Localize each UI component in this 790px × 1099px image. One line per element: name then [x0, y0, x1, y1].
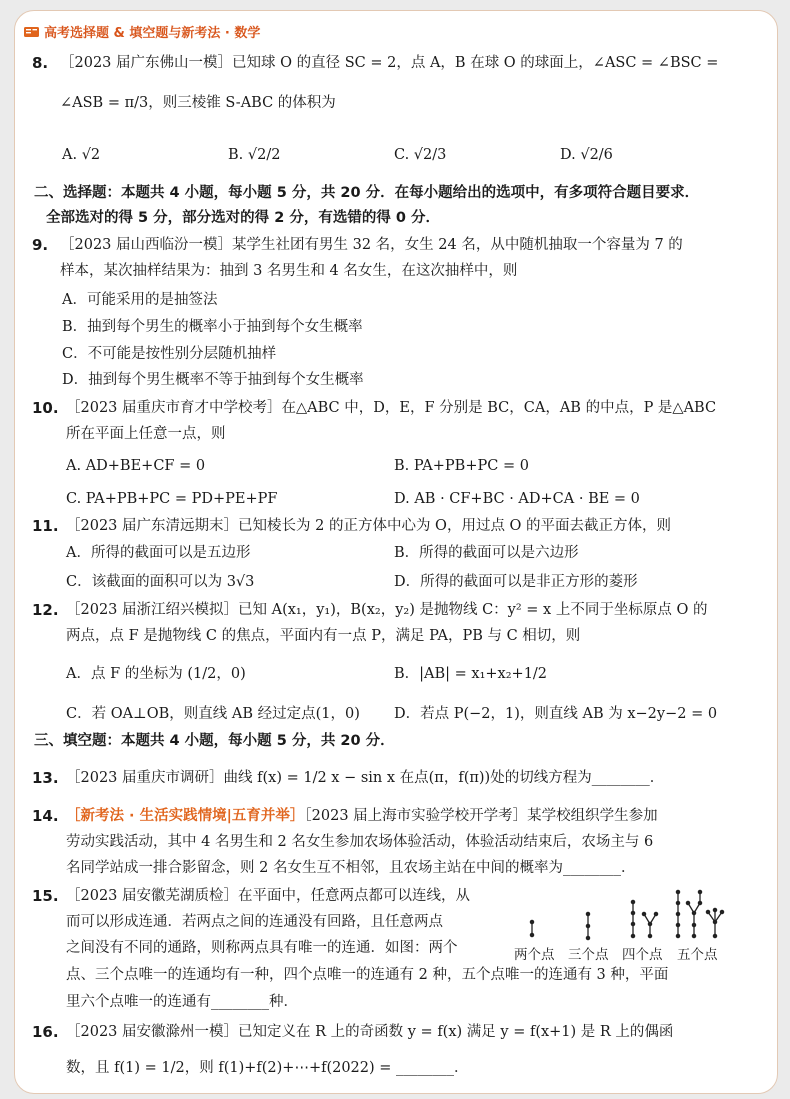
q9-option-a: A．可能采用的是抽签法 — [62, 292, 218, 308]
q16-stem-line2: 数，且 f(1) = 1/2，则 f(1)+f(2)+⋯+f(2022) = ________． — [66, 1060, 469, 1076]
q14-stem-text: ［2023 届上海市实验学校开学考］某学校组织学生参加 — [304, 808, 658, 824]
q8-option-c: C. √2/3 — [394, 147, 447, 163]
q16-stem-line1: ［2023 届安徽滁州一模］已知定义在 R 上的奇函数 y = f(x) 满足 y = f(x+1) 是 R 上的偶函 — [66, 1024, 674, 1040]
q12-stem-line2: 两点，点 F 是抛物线 C 的焦点，平面内有一点 P，满足 PA，PB 与 C 相切，则 — [66, 628, 581, 644]
q8-option-b: B. √2/2 — [228, 147, 281, 163]
fig-label-two: 两个点 — [514, 947, 555, 963]
q10-stem-line1: ［2023 届重庆市育才中学校考］在△ABC 中，D，E，F 分别是 BC，CA，AB 的中点，P 是△ABC — [66, 400, 717, 416]
q14-stem-line3: 名同学站成一排合影留念，则 2 名女生互不相邻，且农场主站在中间的概率为________． — [66, 860, 636, 876]
q15-stem-line4: 点、三个点唯一的连通均有一种，四个点唯一的连通有 2 种，五个点唯一的连通有 3 种，平面 — [66, 967, 669, 983]
header-title: 高考选择题 & 填空题与新考法 · 数学 — [44, 26, 261, 41]
q14-stem-line2: 劳动实践活动，其中 4 名男生和 2 名女生参加农场体验活动，体验活动结束后，农场主与 6 — [66, 834, 654, 850]
four-point-graphs — [631, 900, 657, 937]
q14-new-method-tag: ［新考法 · 生活实践情境|五育并举］ — [66, 808, 305, 824]
q9-number: 9. — [32, 236, 49, 254]
section2-rules: 全部选对的得 5 分，部分选对的得 2 分，有选错的得 0 分． — [46, 210, 441, 226]
q11-option-c: C．该截面的面积可以为 3√3 — [66, 574, 255, 590]
q10-option-b: B. PA+PB+PC = 0 — [394, 458, 529, 474]
q15-stem-line3: 之间没有不同的通路，则称两点具有唯一的连通．如图：两个 — [66, 940, 458, 956]
section3-heading: 三、填空题：本题共 4 小题，每小题 5 分，共 20 分． — [34, 733, 395, 749]
fig-label-five: 五个点 — [677, 947, 718, 963]
q12-stem-line1: ［2023 届浙江绍兴模拟］已知 A(x₁，y₁)，B(x₂，y₂) 是抛物线 C：y² = x 上不同于坐标原点 O 的 — [66, 602, 708, 618]
q10-option-c: C. PA+PB+PC = PD+PE+PF — [66, 491, 278, 507]
q11-option-d: D．所得的截面可以是非正方形的菱形 — [394, 574, 638, 590]
q10-stem-line2: 所在平面上任意一点，则 — [66, 426, 226, 442]
fig-label-three: 三个点 — [568, 947, 609, 963]
q13-stem-line1: ［2023 届重庆市调研］曲线 f(x) = 1/2 x − sin x 在点(π，f(π))处的切线方程为________． — [66, 770, 665, 786]
q11-option-a: A．所得的截面可以是五边形 — [66, 545, 251, 561]
q10-number: 10. — [32, 399, 59, 417]
q8-option-a: A. √2 — [62, 147, 101, 163]
q10-option-d: D. AB · CF+BC · AD+CA · BE = 0 — [394, 491, 640, 507]
q12-option-d: D．若点 P(−2，1)，则直线 AB 为 x−2y−2 = 0 — [394, 706, 718, 722]
q15-stem-line1: ［2023 届安徽芜湖质检］在平面中，任意两点都可以连线，从 — [66, 888, 471, 904]
book-icon — [24, 26, 39, 38]
q8-stem-line2: ∠ASB = π/3，则三棱锥 S-ABC 的体积为 — [60, 95, 336, 111]
q12-option-c: C．若 OA⊥OB，则直线 AB 经过定点(1，0) — [66, 706, 360, 722]
q10-option-a: A. AD+BE+CF = 0 — [66, 458, 206, 474]
q14-stem-line1 — [66, 806, 658, 826]
section2-heading: 二、选择题：本题共 4 小题，每小题 5 分，共 20 分．在每小题给出的选项中，有多项符合题目要求． — [34, 185, 700, 201]
q11-option-b: B．所得的截面可以是六边形 — [394, 545, 579, 561]
q16-number: 16. — [32, 1023, 59, 1041]
q9-option-d: D．抽到每个男生概率不等于抽到每个女生概率 — [62, 372, 364, 388]
q9-stem-line2: 样本，某次抽样结果为：抽到 3 名男生和 4 名女生，在这次抽样中，则 — [60, 263, 518, 279]
two-point-graph — [530, 920, 533, 936]
three-point-graph — [586, 912, 589, 939]
q15-stem-line2: 而可以形成连通．若两点之间的连通没有回路，且任意两点 — [66, 914, 443, 930]
q9-stem-line1: ［2023 届山西临汾一模］某学生社团有男生 32 名，女生 24 名，从中随机抽取一个容量为 7 的 — [60, 237, 683, 253]
five-point-graphs — [676, 890, 723, 937]
q11-stem-line1: ［2023 届广东清远期末］已知棱长为 2 的正方体中心为 O，用过点 O 的平面去截正方体，则 — [66, 518, 672, 534]
q9-option-b: B．抽到每个男生的概率小于抽到每个女生概率 — [62, 319, 363, 335]
q11-number: 11. — [32, 517, 59, 535]
q15-number: 15. — [32, 887, 59, 905]
q12-option-b: B．|AB| = x₁+x₂+1/2 — [394, 666, 548, 682]
q12-number: 12. — [32, 601, 59, 619]
q8-stem-line1: ［2023 届广东佛山一模］已知球 O 的直径 SC = 2，点 A，B 在球 O 的球面上，∠ASC = ∠BSC = — [60, 55, 719, 71]
q15-stem-line5: 里六个点唯一的连通有________种． — [66, 994, 298, 1010]
page-header — [24, 22, 260, 41]
q8-option-d: D. √2/6 — [560, 147, 613, 163]
q8-number: 8. — [32, 54, 49, 72]
q13-number: 13. — [32, 769, 59, 787]
q12-option-a: A．点 F 的坐标为 (1/2，0) — [66, 666, 246, 682]
q14-number: 14. — [32, 807, 59, 825]
fig-label-four: 四个点 — [622, 947, 663, 963]
q9-option-c: C．不可能是按性别分层随机抽样 — [62, 346, 277, 362]
